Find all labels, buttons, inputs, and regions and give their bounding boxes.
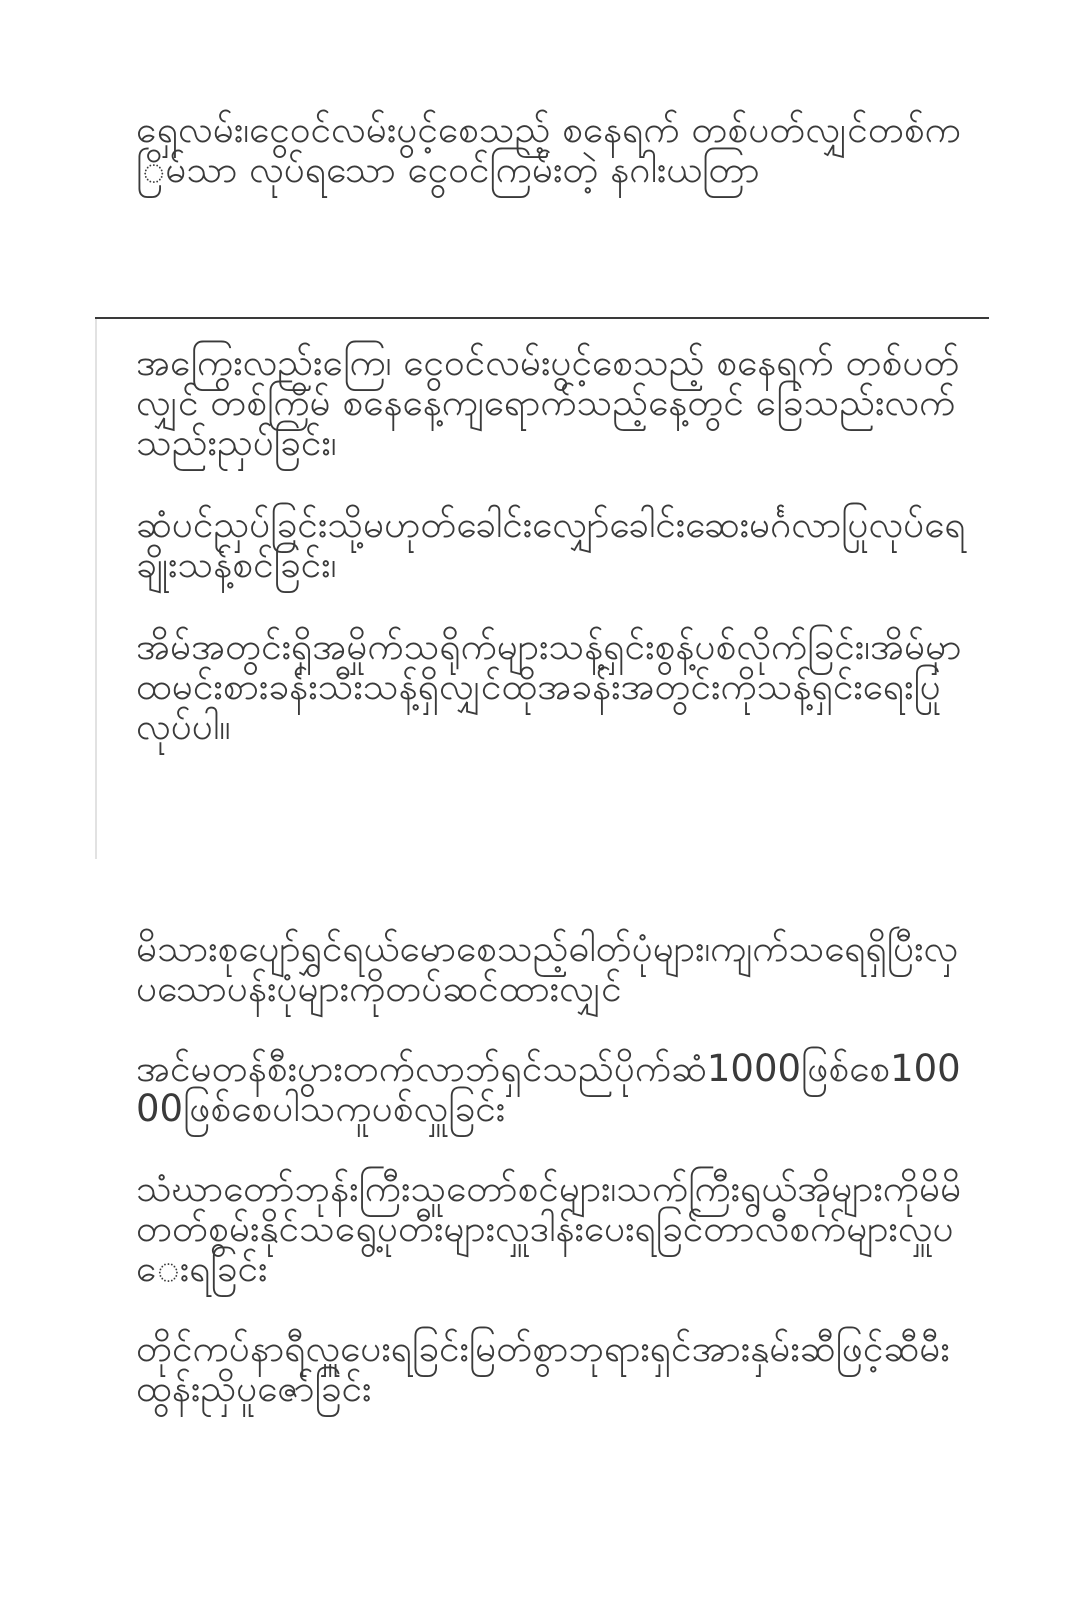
article-heading [136, 110, 966, 190]
blockquote [95, 319, 989, 859]
body-paragraph: အင်မတန်စီးပွားတက်လာဘ်ရှင်သည်ပိုက်ဆံ1000ဖြစ်စေ10000ဖြစ်စေပါသကူပစ်လှူခြင်း [136, 1047, 961, 1130]
body-paragraph: သံဃာတော်ဘုန်းကြီးသူတော်စင်များ၊သက်ကြီးရွယ်အိုများကိုမိမိတတ်စွမ်းနိုင်သရွေ့ပုတီးများလှူဒါန်းပေးရခြင်တာလီစက်များလှူပေးရခြင်း [136, 1167, 962, 1290]
article-body [136, 929, 966, 1449]
quote-paragraph: အကြွေးလည်းကြေ၊ ငွေဝင်လမ်းပွင့်စေသည့် စနေရက် တစ်ပတ်လျှင် တစ်ကြိမ် စနေနေ့ကျရောက်သည့်နေ့တွင် ခြေသည်းလက်သည်းညှပ်ခြင်း၊ [136, 341, 960, 464]
quote-paragraph: ဆံပင်ညှပ်ခြင်းသို့မဟုတ်ခေါင်းလျှော်ခေါင်းဆေးမင်္ဂလာပြုလုပ်ရေချိုးသန့်စင်ခြင်း၊ [136, 503, 966, 586]
heading-text: ရှေလမ်း၊ငွေဝင်လမ်းပွင့်စေသည့် စနေရက် တစ်ပတ်လျှင်တစ်ကြိမ်သာ လုပ်ရသော ငွေဝင်ကြမ်းတဲ့ နဂါးယတြာ [136, 108, 961, 191]
body-paragraph: မိသားစုပျော်ရွှင်ရယ်မောစေသည့်ဓါတ်ပုံများ၊ကျက်သရေရှိပြီးလှပသောပန်းပုံများကိုတပ်ဆင်ထားလျှင် [136, 927, 959, 1010]
blockquote-content [136, 343, 966, 789]
quote-paragraph: အိမ်အတွင်းရှိအမှိုက်သရိုက်များသန့်ရှင်းစွန့်ပစ်လိုက်ခြင်း၊အိမ်မှာထမင်းစားခန်းသီးသန့်ရှိလျှင်ထိုအခန်းအတွင်းကိုသန့်ရှင်းရေးပြုလုပ်ပါ။ [136, 625, 962, 748]
body-paragraph: တိုင်ကပ်နာရီလှူပေးရခြင်းမြတ်စွာဘုရားရှင်အားနှမ်းဆီဖြင့်ဆီမီးထွန်းညှိပူဇော်ခြင်း [136, 1327, 950, 1410]
